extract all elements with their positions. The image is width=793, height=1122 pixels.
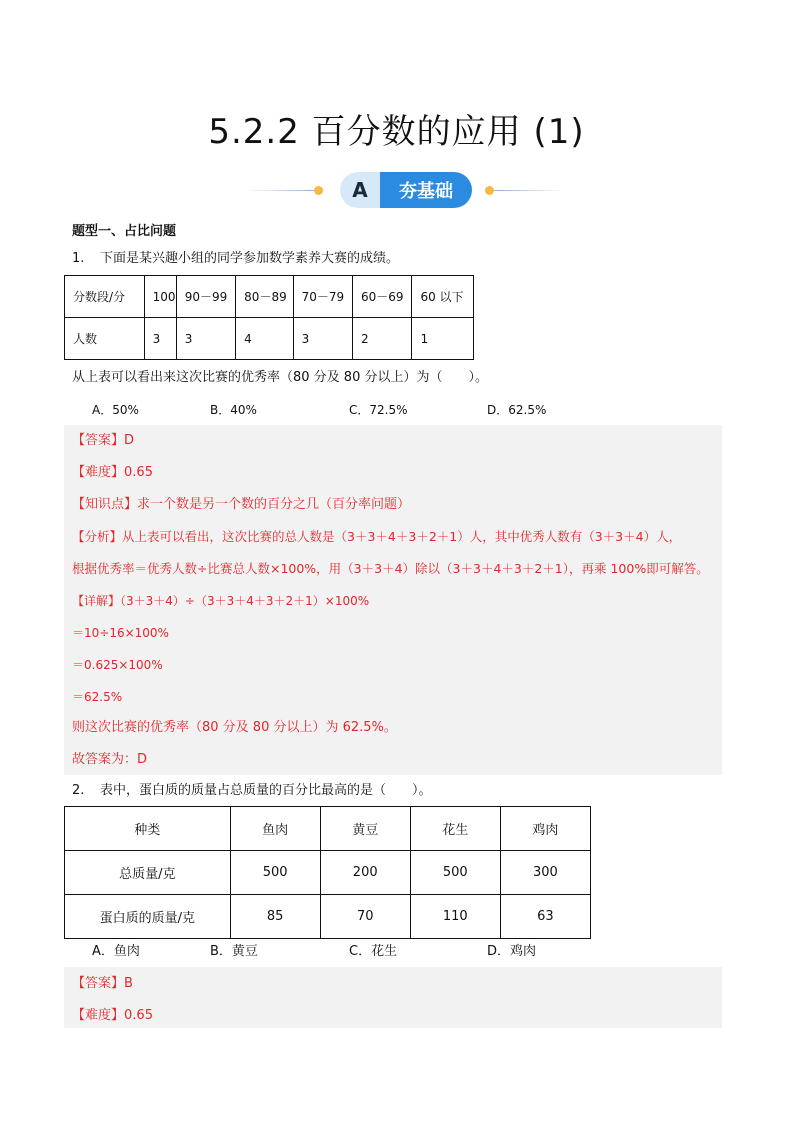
q1-analysis-line2: 根据优秀率＝优秀人数÷比赛总人数×100%，用（3＋3＋4）除以（3＋3＋4＋3＋2＋1），再乘 100%即可解答。 — [72, 561, 709, 576]
table-cell: 鸡肉 — [500, 807, 590, 851]
q2-answer — [72, 976, 133, 992]
table-cell: 总质量/克 — [65, 851, 231, 895]
banner-dot-right — [485, 186, 494, 195]
answer-value: D — [124, 433, 135, 448]
table-cell: 2 — [353, 318, 412, 360]
q2-option-a: A．鱼肉 — [92, 944, 140, 959]
q1-difficulty — [72, 465, 153, 481]
q1-knowledge — [72, 497, 410, 513]
q1-score-table — [64, 275, 474, 360]
analysis-tag: 【分析】 — [72, 529, 123, 544]
answer-value: B — [124, 976, 133, 991]
q2-stem: 表中，蛋白质的质量占总质量的百分比最高的是（ ）。 — [100, 783, 432, 798]
q2-answer-box — [64, 967, 722, 1028]
difficulty-value: 0.65 — [124, 1008, 153, 1023]
difficulty-value: 0.65 — [124, 465, 153, 480]
table-cell: 鱼肉 — [230, 807, 320, 851]
table-cell: 300 — [500, 851, 590, 895]
table-cell: 100 — [144, 276, 176, 318]
table-cell: 80－89 — [236, 276, 293, 318]
difficulty-tag: 【难度】 — [72, 1008, 125, 1023]
table-cell: 3 — [176, 318, 235, 360]
page-title: 5.2.2 百分数的应用 (1) — [208, 112, 585, 152]
q2-number: 2. — [72, 783, 85, 798]
q1-option-d: D．62.5% — [487, 403, 547, 417]
table-cell: 63 — [500, 895, 590, 939]
table-cell: 4 — [236, 318, 293, 360]
q2-option-b: B．黄豆 — [210, 944, 258, 959]
detail-text: （3＋3＋4）÷（3＋3＋4＋3＋2＋1）×100% — [120, 594, 370, 608]
banner-line-right — [494, 190, 564, 191]
q1-answer — [72, 433, 134, 449]
table-header-row — [65, 276, 474, 318]
table-row — [65, 851, 591, 895]
q1-detail-line5: 则这次比赛的优秀率（80 分及 80 分以上）为 62.5%。 — [72, 720, 397, 735]
q1-number: 1. — [72, 251, 85, 266]
q2-protein-table — [64, 806, 591, 939]
q1-detail-line4: ＝62.5% — [72, 690, 123, 704]
q1-option-c: C．72.5% — [349, 403, 408, 417]
table-cell: 60 以下 — [412, 276, 474, 318]
q1-analysis-line1 — [72, 529, 681, 545]
table-cell: 分数段/分 — [65, 276, 145, 318]
q1-option-a: A．50% — [92, 403, 139, 417]
table-cell: 黄豆 — [320, 807, 410, 851]
knowledge-value: 求一个数是另一个数的百分之几（百分率问题） — [137, 497, 411, 512]
q2-option-c: C．花生 — [349, 944, 398, 959]
difficulty-tag: 【难度】 — [72, 465, 125, 480]
detail-tag: 【详解】 — [72, 594, 121, 608]
knowledge-tag: 【知识点】 — [72, 497, 138, 512]
q1-detail-line6: 故答案为：D — [72, 752, 148, 767]
banner-line-left — [245, 190, 315, 191]
section-title: 题型一、占比问题 — [72, 224, 177, 239]
table-row — [65, 318, 474, 360]
banner-letter: A — [340, 172, 380, 208]
q2-option-d: D．鸡肉 — [487, 944, 537, 959]
q1-question: 从上表可以看出来这次比赛的优秀率（80 分及 80 分以上）为（ ）。 — [72, 370, 488, 385]
answer-tag: 【答案】 — [72, 976, 125, 991]
banner-pill — [340, 172, 472, 208]
table-cell: 110 — [410, 895, 500, 939]
table-cell: 90－99 — [176, 276, 235, 318]
table-row — [65, 895, 591, 939]
table-cell: 花生 — [410, 807, 500, 851]
table-cell: 85 — [230, 895, 320, 939]
banner-dot-left — [314, 186, 323, 195]
analysis-text: 从上表可以看出，这次比赛的总人数是（3＋3＋4＋3＋2＋1）人，其中优秀人数有（3＋3＋4）人， — [122, 529, 682, 544]
q2-difficulty — [72, 1008, 153, 1024]
table-cell: 蛋白质的质量/克 — [65, 895, 231, 939]
q1-detail-line3: ＝0.625×100% — [72, 658, 163, 672]
table-cell: 1 — [412, 318, 474, 360]
section-banner — [0, 172, 793, 208]
q1-option-b: B．40% — [210, 403, 257, 417]
table-cell: 70 — [320, 895, 410, 939]
table-cell: 60－69 — [353, 276, 412, 318]
answer-tag: 【答案】 — [72, 433, 125, 448]
table-cell: 200 — [320, 851, 410, 895]
q1-stem: 下面是某兴趣小组的同学参加数学素养大赛的成绩。 — [100, 251, 400, 266]
table-header-row — [65, 807, 591, 851]
table-cell: 500 — [230, 851, 320, 895]
table-cell: 人数 — [65, 318, 145, 360]
q1-detail-line1 — [72, 593, 369, 609]
table-cell: 种类 — [65, 807, 231, 851]
table-cell: 500 — [410, 851, 500, 895]
table-cell: 3 — [144, 318, 176, 360]
table-cell: 3 — [293, 318, 352, 360]
banner-label: 夯基础 — [380, 172, 472, 208]
q1-detail-line2: ＝10÷16×100% — [72, 626, 169, 640]
table-cell: 70－79 — [293, 276, 352, 318]
